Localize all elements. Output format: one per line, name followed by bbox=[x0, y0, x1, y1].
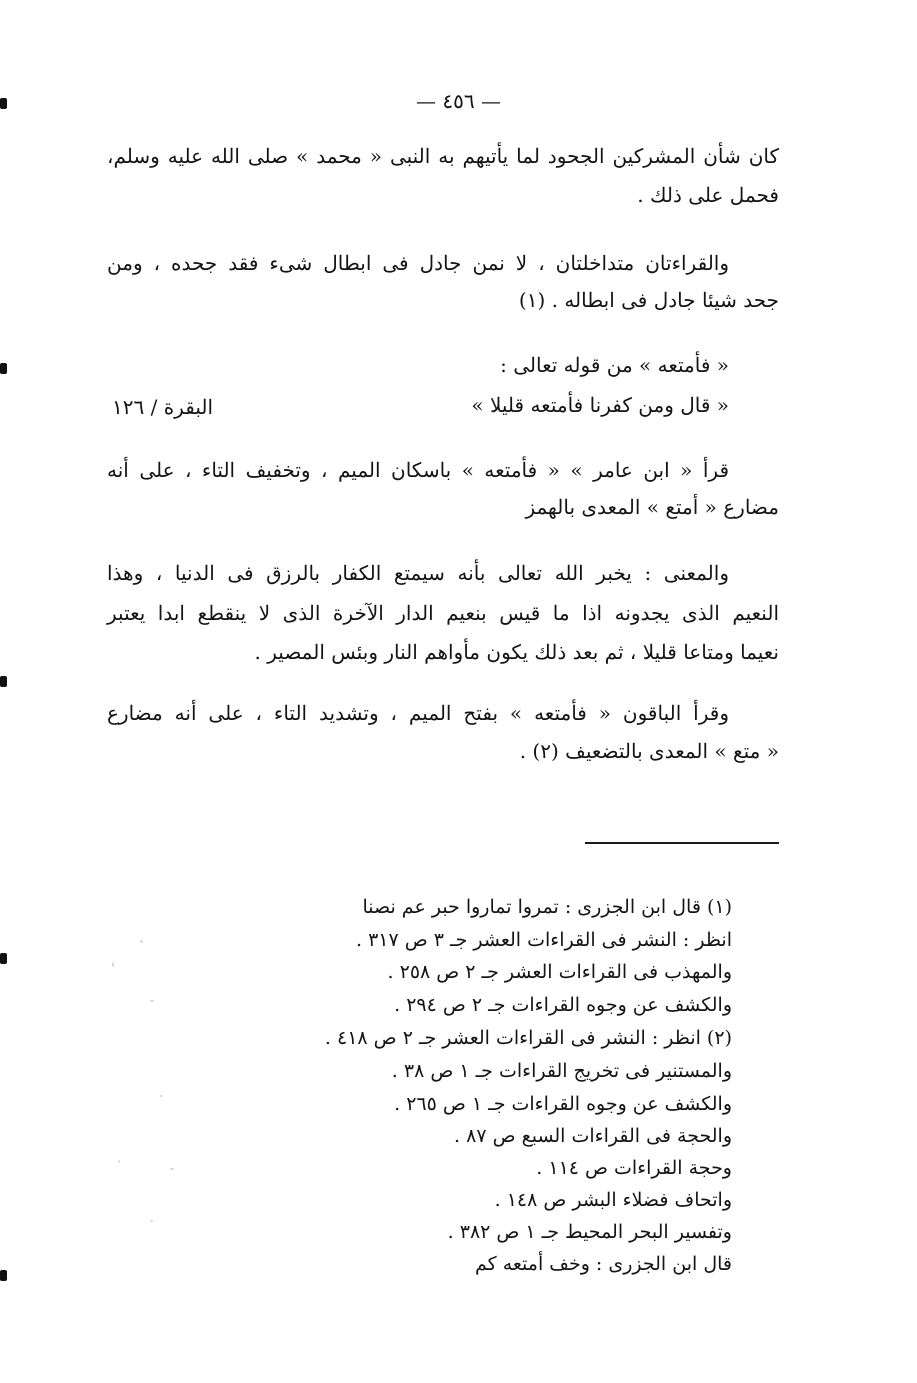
scan-speck bbox=[160, 1095, 163, 1097]
paragraph-3-line-2: مضارع « أمتع » المعدى بالهمز bbox=[525, 495, 779, 519]
paragraph-1-line-1: كان شأن المشركين الجحود لما يأتيهم به النبى « محمد » صلى الله عليه وسلم، bbox=[107, 144, 779, 168]
paragraph-5-line-1: وقرأ الباقون « فأمتعه » بفتح الميم ، وتشديد التاء ، على أنه مضارع bbox=[107, 701, 729, 725]
scan-speck bbox=[140, 940, 143, 943]
footnote-line: (٢) انظر : النشر فى القراءات العشر جـ ٢ ص ٤١٨ . bbox=[324, 1027, 732, 1049]
paragraph-1-line-2: فحمل على ذلك . bbox=[637, 183, 779, 207]
footnote-line: واتحاف فضلاء البشر ص ١٤٨ . bbox=[494, 1189, 732, 1211]
footnote-line: (١) قال ابن الجزرى : تمروا تماروا حبر عم نصنا bbox=[362, 896, 732, 918]
footnote-line: والمستنير فى تخريج القراءات جـ ١ ص ٣٨ . bbox=[391, 1060, 732, 1082]
scan-speck bbox=[170, 1168, 174, 1170]
scan-margin-mark bbox=[0, 953, 7, 964]
verse-intro: « فأمتعه » من قوله تعالى : bbox=[500, 353, 729, 377]
scan-margin-mark bbox=[0, 98, 7, 109]
paragraph-4-line-2: النعيم الذى يجدونه اذا ما قيس بنعيم الدار الآخرة الذى لا ينقطع ابدا يعتبر bbox=[107, 601, 779, 625]
scan-margin-mark bbox=[0, 1270, 7, 1281]
paragraph-5-line-2: « متع » المعدى بالتضعيف (٢) . bbox=[519, 739, 779, 763]
verse-reference: البقرة / ١٢٦ bbox=[112, 395, 214, 419]
footnote-line: والكشف عن وجوه القراءات جـ ٢ ص ٢٩٤ . bbox=[394, 994, 732, 1016]
paragraph-3-line-1: قرأ « ابن عامر » « فأمتعه » باسكان الميم ، وتخفيف التاء ، على أنه bbox=[107, 458, 729, 482]
verse-text: « قال ومن كفرنا فأمتعه قليلا » bbox=[471, 393, 729, 417]
footnote-line: والمهذب فى القراءات العشر جـ ٢ ص ٢٥٨ . bbox=[387, 961, 732, 983]
footnote-separator bbox=[585, 842, 779, 844]
footnote-line: انظر : النشر فى القراءات العشر جـ ٣ ص ٣١٧ . bbox=[356, 929, 732, 951]
page-number: — ٤٥٦ — bbox=[416, 89, 501, 113]
paragraph-2-line-1: والقراءتان متداخلتان ، لا نمن جادل فى ابطال شىء فقد جحده ، ومن bbox=[107, 251, 729, 275]
scan-speck bbox=[150, 1000, 154, 1002]
paragraph-4-line-3: نعيما ومتاعا قليلا ، ثم بعد ذلك يكون مأواهم النار وبئس المصير . bbox=[254, 640, 779, 664]
scan-speck bbox=[112, 962, 114, 967]
scan-speck bbox=[118, 1160, 120, 1163]
scan-margin-mark bbox=[0, 676, 7, 687]
paragraph-4-line-1: والمعنى : يخبر الله تعالى بأنه سيمتع الكفار بالرزق فى الدنيا ، وهذا bbox=[107, 561, 729, 585]
scan-margin-mark bbox=[0, 363, 7, 374]
footnote-line: قال ابن الجزرى : وخف أمتعه كم bbox=[474, 1253, 732, 1275]
scan-speck bbox=[150, 1220, 153, 1222]
footnote-line: والكشف عن وجوه القراءات جـ ١ ص ٢٦٥ . bbox=[394, 1093, 732, 1115]
footnote-line: وحجة القراءات ص ١١٤ . bbox=[536, 1157, 732, 1179]
footnote-line: والحجة فى القراءات السبع ص ٨٧ . bbox=[454, 1125, 732, 1147]
paragraph-2-line-2: جحد شيئا جادل فى ابطاله . (١) bbox=[518, 288, 779, 312]
footnote-line: وتفسير البحر المحيط جـ ١ ص ٣٨٢ . bbox=[447, 1221, 732, 1243]
